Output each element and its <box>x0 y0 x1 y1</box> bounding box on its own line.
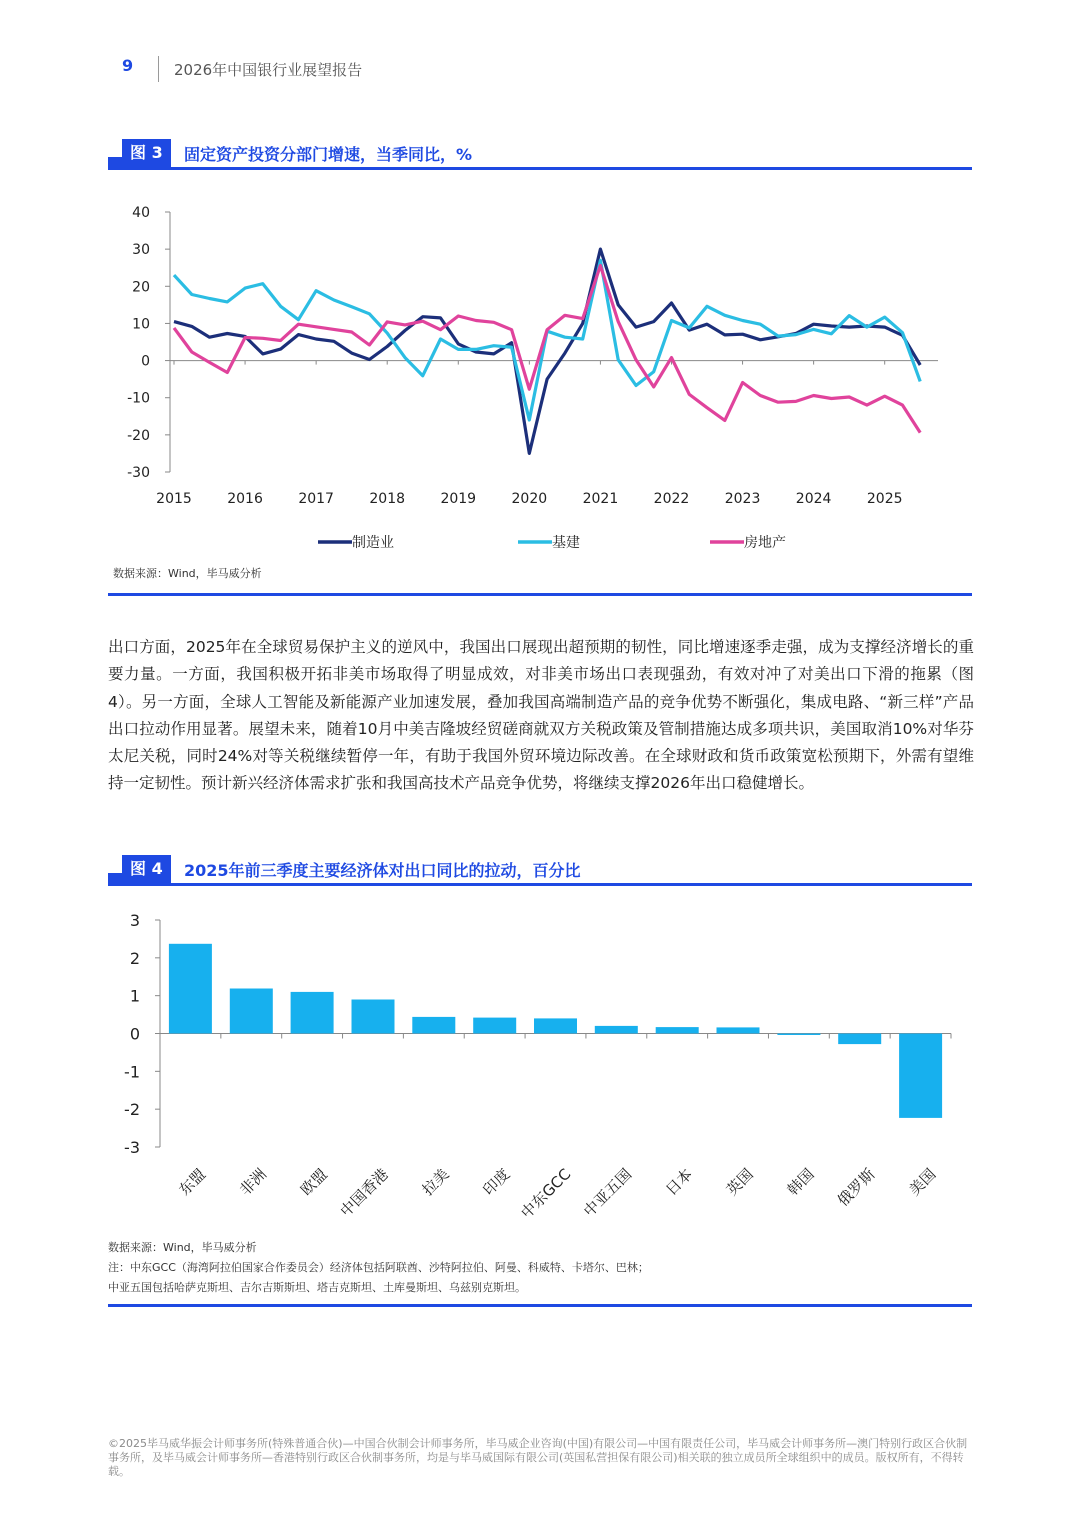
figure3-title: 固定资产投资分部门增速，当季同比，% <box>184 145 473 164</box>
figure3-heading-notch <box>108 157 122 167</box>
x-tick-label: 2015 <box>156 491 192 507</box>
y-tick-label: -10 <box>127 390 150 407</box>
figure4-note-line1: 注：中东GCC（海湾阿拉伯国家合作委员会）经济体包括阿联酋、沙特阿拉伯、阿曼、科威特、卡塔尔、巴林； <box>108 1261 649 1274</box>
category-label-俄罗斯: 俄罗斯 <box>834 1165 879 1210</box>
x-tick-label: 2018 <box>369 491 406 507</box>
legend-label-基建: 基建 <box>552 535 580 551</box>
bar-韩国 <box>777 1034 820 1036</box>
bar-非洲 <box>230 989 273 1034</box>
x-tick-label: 2017 <box>298 491 334 507</box>
figure4-bottom-rule <box>108 1304 972 1307</box>
figure4-heading <box>108 853 972 887</box>
y-tick-label: -2 <box>124 1100 140 1120</box>
figure3-bottom-rule <box>108 593 972 596</box>
figure3-source: 数据来源：Wind，毕马威分析 <box>113 567 262 580</box>
body-paragraph: 出口方面，2025年在全球贸易保护主义的逆风中，我国出口展现出超预期的韧性，同比增速逐季走强，成为支撑经济增长的重要力量。一方面，我国积极开拓非美市场取得了明显成效，对非美市场出口表现强劲，有效对冲了对美出口下滑的拖累（图4）。另一方面，全球人工智能及新能源产业加速发展，叠加我国高端制造产品的竞争优势不断强化，集成电路、“新三样”产品出口拉动作用显著。展望未来，随着10月中美吉隆坡经贸磋商就双方关税政策及管制措施达成多项共识，美国取消10%对华芬太尼关税，同时24%对等关税继续暂停一年，有助于我国外贸环境边际改善。在全球财政和货币政策宽松预期下，外需有望维持一定韧性。预计新兴经济体需求扩张和我国高技术产品竞争优势，将继续支撑2026年出口稳健增长。 <box>108 638 974 793</box>
y-tick-label: -1 <box>124 1062 140 1082</box>
bar-拉美 <box>412 1017 455 1034</box>
figure4-heading-notch <box>108 873 122 883</box>
y-tick-label: 2 <box>129 948 140 968</box>
bar-中东GCC <box>534 1018 577 1033</box>
category-label-非洲: 非洲 <box>236 1165 271 1200</box>
figure4-title: 2025年前三季度主要经济体对出口同比的拉动，百分比 <box>184 861 581 880</box>
category-label-欧盟: 欧盟 <box>296 1165 331 1200</box>
x-tick-label: 2020 <box>511 491 548 507</box>
category-label-东盟: 东盟 <box>175 1165 210 1200</box>
x-tick-label: 2024 <box>795 491 832 507</box>
y-tick-label: 20 <box>132 279 150 296</box>
figure4-note-line2: 中亚五国包括哈萨克斯坦、吉尔吉斯斯坦、塔吉克斯坦、土库曼斯坦、乌兹别克斯坦。 <box>108 1281 526 1294</box>
legend-label-房地产: 房地产 <box>744 535 786 551</box>
figure4-top-rule <box>108 883 972 886</box>
y-tick-label: 40 <box>132 205 150 221</box>
category-label-中东GCC: 中东GCC <box>517 1165 575 1223</box>
bar-美国 <box>899 1034 942 1118</box>
bar-中国香港 <box>352 1000 395 1034</box>
figure4-source: 数据来源：Wind，毕马威分析 <box>108 1241 257 1254</box>
x-tick-label: 2021 <box>582 491 619 507</box>
page-number: 9 <box>122 56 134 75</box>
x-tick-label: 2023 <box>724 491 761 507</box>
bar-欧盟 <box>291 992 334 1034</box>
bar-日本 <box>656 1027 699 1033</box>
series-line-制造业 <box>174 249 920 453</box>
x-tick-label: 2019 <box>440 491 477 507</box>
category-label-韩国: 韩国 <box>783 1165 818 1200</box>
figure3-line-chart <box>108 195 972 560</box>
y-tick-label: 30 <box>132 242 150 259</box>
category-label-英国: 英国 <box>722 1165 757 1200</box>
y-tick-label: 0 <box>141 353 150 370</box>
figure4-bar-chart <box>108 905 972 1233</box>
x-tick-label: 2022 <box>653 491 690 507</box>
figure3-top-rule <box>108 167 972 170</box>
bar-俄罗斯 <box>838 1034 881 1045</box>
x-tick-label: 2016 <box>227 491 263 507</box>
category-label-中国香港: 中国香港 <box>336 1165 392 1221</box>
y-tick-label: 3 <box>129 911 140 930</box>
bar-印度 <box>473 1018 516 1034</box>
y-tick-label: 0 <box>129 1024 140 1044</box>
category-label-美国: 美国 <box>905 1165 940 1200</box>
figure4-tag: 图 4 <box>122 855 171 883</box>
bar-中亚五国 <box>595 1026 638 1034</box>
header-separator <box>158 56 159 82</box>
category-label-印度: 印度 <box>479 1165 514 1200</box>
bar-东盟 <box>169 944 212 1034</box>
y-tick-label: 10 <box>132 316 150 333</box>
y-tick-label: -30 <box>127 465 150 481</box>
legend-label-制造业: 制造业 <box>352 535 394 551</box>
y-tick-label: -3 <box>124 1138 140 1157</box>
y-tick-label: 1 <box>129 986 140 1006</box>
y-tick-label: -20 <box>127 427 150 444</box>
category-label-中亚五国: 中亚五国 <box>580 1165 636 1221</box>
category-label-拉美: 拉美 <box>418 1165 453 1200</box>
series-line-房地产 <box>174 266 920 433</box>
category-label-日本: 日本 <box>662 1165 697 1200</box>
figure3-heading <box>108 137 972 171</box>
copyright-footer: ©2025毕马威华振会计师事务所(特殊普通合伙)—中国合伙制会计师事务所，毕马威企业咨询(中国)有限公司—中国有限责任公司，毕马威会计师事务所—澳门特别行政区合伙制事务所，及毕马威会计师事务所—香港特别行政区合伙制事务所，均是与毕马威国际有限公司(英国私营担保有限公司)相关联的独立成员所全球组织中的成员。版权所有，不得转载。 <box>108 1437 968 1478</box>
report-title: 2026年中国银行业展望报告 <box>174 61 363 79</box>
x-tick-label: 2025 <box>866 491 903 507</box>
bar-英国 <box>717 1027 760 1033</box>
figure3-tag: 图 3 <box>122 139 171 167</box>
